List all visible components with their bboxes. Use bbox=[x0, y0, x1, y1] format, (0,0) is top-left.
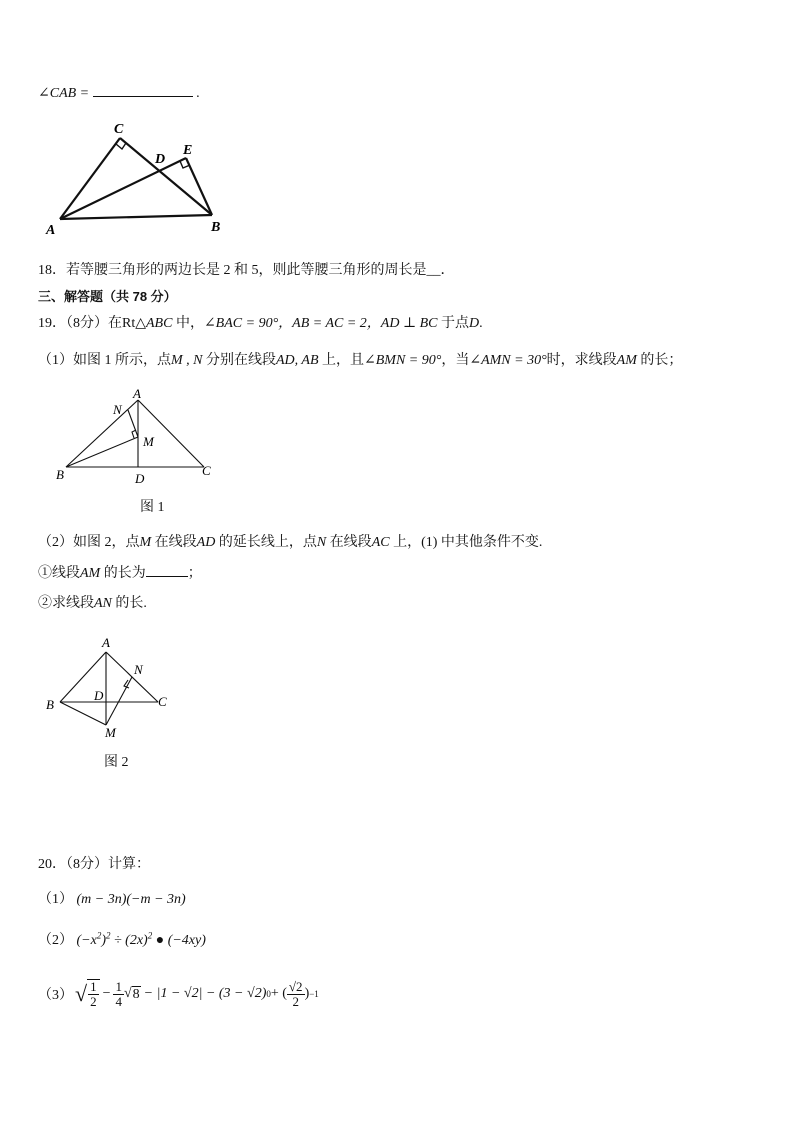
label-D: D bbox=[155, 152, 166, 167]
q19-stem-g: D bbox=[469, 316, 480, 331]
q19-s2-a: ②求线段 bbox=[38, 596, 94, 611]
q19-p1-f: ∠BMN = 90° bbox=[364, 353, 442, 368]
q17-end: . bbox=[196, 86, 200, 101]
q17-answer-line bbox=[38, 84, 200, 102]
q19-stem-e: ∠BAC = 90°，AB = AC = 2，AD ⊥ BC bbox=[203, 316, 438, 331]
q20-i3-close: ) bbox=[304, 986, 310, 1001]
q19-part2 bbox=[38, 531, 542, 551]
q19-p1-e: 上，且 bbox=[318, 353, 365, 368]
q19-s1-blank bbox=[146, 564, 188, 577]
q19-subq2 bbox=[38, 592, 147, 612]
figure-1 bbox=[50, 384, 225, 489]
q19-s1-d: ； bbox=[187, 566, 202, 581]
q19-p2-e: 的延长线上，点 bbox=[215, 535, 317, 550]
q19-subq1 bbox=[38, 562, 202, 582]
q19-p2-i: 上，(1) 中其他条件不变. bbox=[389, 535, 543, 550]
q20-i3-zero: 0 bbox=[266, 989, 271, 999]
fig2-label-B: B bbox=[46, 697, 54, 712]
q20-item3 bbox=[38, 972, 319, 1016]
label-E: E bbox=[183, 143, 193, 158]
q20-i2-f: 2 bbox=[147, 930, 153, 941]
sqrt-sign-2: √ bbox=[123, 986, 132, 1001]
q19-p1-b: M , N bbox=[171, 353, 203, 368]
q20-i2-b: 2 bbox=[96, 930, 102, 941]
section-3-title: 三、解答题（共 78 分） bbox=[38, 289, 177, 304]
fig1-label-D: D bbox=[135, 471, 145, 486]
q19-p2-h: AC bbox=[371, 535, 390, 550]
q19-p2-f: N bbox=[316, 535, 327, 550]
fig2-label-A: A bbox=[102, 635, 110, 650]
fig1-label-A: A bbox=[133, 386, 141, 401]
q20-item2 bbox=[38, 929, 206, 949]
q19-p2-b: M bbox=[139, 535, 152, 550]
q17-expr: ∠CAB = bbox=[38, 86, 90, 101]
q18-text: 18．若等腰三角形的两边长是 2 和 5，则此等腰三角形的周长是__． bbox=[38, 263, 455, 278]
q20-i3-sqrt8: 8 bbox=[132, 986, 140, 1002]
q19-p1-i: 时，求线段 bbox=[546, 353, 617, 368]
q19-s2-c: 的长. bbox=[111, 596, 147, 611]
fig1-label-C: C bbox=[202, 463, 211, 478]
q20-i1-expr: (m − 3n)(−m − 3n) bbox=[76, 892, 186, 907]
q19-part1 bbox=[38, 349, 682, 369]
q19-s1-b: AM bbox=[80, 566, 101, 581]
q20-i3-label: （3） bbox=[38, 988, 73, 1003]
q19-p1-a: （1）如图 1 所示，点 bbox=[38, 353, 171, 368]
figure-2 bbox=[40, 632, 180, 742]
q19-p1-g: ，当 bbox=[441, 353, 470, 368]
q20-i2-a: (−x bbox=[76, 933, 97, 948]
q20-i3-neg1: −1 bbox=[309, 989, 319, 999]
q20-i2-e: ÷ (2x) bbox=[110, 933, 148, 948]
q20-i2-d: 2 bbox=[106, 930, 111, 941]
q20-stem: 20．（8分）计算： bbox=[38, 857, 150, 872]
q20-item1 bbox=[38, 888, 186, 908]
q19-s1-a: ①线段 bbox=[38, 566, 80, 581]
q19-stem-b: Rt△ bbox=[122, 316, 146, 331]
q20-i2-g: ● (−4xy) bbox=[152, 933, 206, 948]
q19-stem bbox=[38, 312, 483, 332]
q20-i3-f3n: √2 bbox=[288, 978, 303, 994]
fig1-label-M: M bbox=[143, 434, 154, 449]
q19-p2-g: 在线段 bbox=[326, 535, 372, 550]
q19-s2-b: AN bbox=[94, 596, 112, 611]
q20-i3-f2n: 1 bbox=[115, 978, 122, 994]
q19-stem-d: 中， bbox=[172, 316, 204, 331]
q20-i3-f1n: 1 bbox=[90, 979, 97, 994]
sqrt-frac-half bbox=[87, 979, 100, 1009]
label-A: A bbox=[46, 223, 56, 238]
q20-i3-plus: + ( bbox=[270, 986, 287, 1001]
q17-blank bbox=[93, 84, 193, 97]
label-B: B bbox=[211, 220, 221, 235]
q20-i3-minus: − bbox=[102, 986, 111, 1001]
q19-p1-c: 分别在线段 bbox=[202, 353, 276, 368]
fig2-label-N: N bbox=[134, 662, 143, 677]
q20-i2-label: （2） bbox=[38, 933, 73, 948]
q19-p2-a: （2）如图 2，点 bbox=[38, 535, 140, 550]
figure-2-caption: 图 2 bbox=[104, 755, 129, 770]
q19-s1-c: 的长为 bbox=[100, 566, 146, 581]
figure-1-caption: 图 1 bbox=[140, 500, 165, 515]
fig2-label-M: M bbox=[105, 725, 116, 740]
q19-p2-d: AD bbox=[196, 535, 216, 550]
q20-i3-f1d: 2 bbox=[90, 994, 97, 1009]
sqrt-sign: √ bbox=[75, 981, 88, 1006]
fig2-label-C: C bbox=[158, 694, 167, 709]
fig1-label-B: B bbox=[56, 467, 64, 482]
fig2-label-D: D bbox=[94, 688, 104, 703]
q19-p1-k: 的长； bbox=[636, 353, 683, 368]
q19-p2-c: 在线段 bbox=[151, 535, 197, 550]
q20-i1-label: （1） bbox=[38, 892, 73, 907]
q19-p1-j: AM bbox=[616, 353, 637, 368]
q19-p1-h: ∠AMN = 30° bbox=[469, 353, 547, 368]
fig1-label-N: N bbox=[113, 402, 122, 417]
q20-i3-f2d: 4 bbox=[115, 993, 122, 1009]
figure-triangle-cab bbox=[40, 118, 230, 238]
q19-stem-h: . bbox=[479, 316, 483, 331]
q20-i3-abs: − |1 − √2| − (3 − √2) bbox=[143, 986, 267, 1001]
label-C: C bbox=[114, 122, 124, 137]
q19-stem-a: 19．（8分）在 bbox=[38, 316, 122, 331]
q20-i3-f3d: 2 bbox=[292, 993, 299, 1009]
q20-i2-c: ) bbox=[101, 933, 106, 948]
q19-stem-c: ABC bbox=[146, 316, 173, 331]
q19-stem-f: 于点 bbox=[437, 316, 470, 331]
q19-p1-d: AD, AB bbox=[276, 353, 319, 368]
